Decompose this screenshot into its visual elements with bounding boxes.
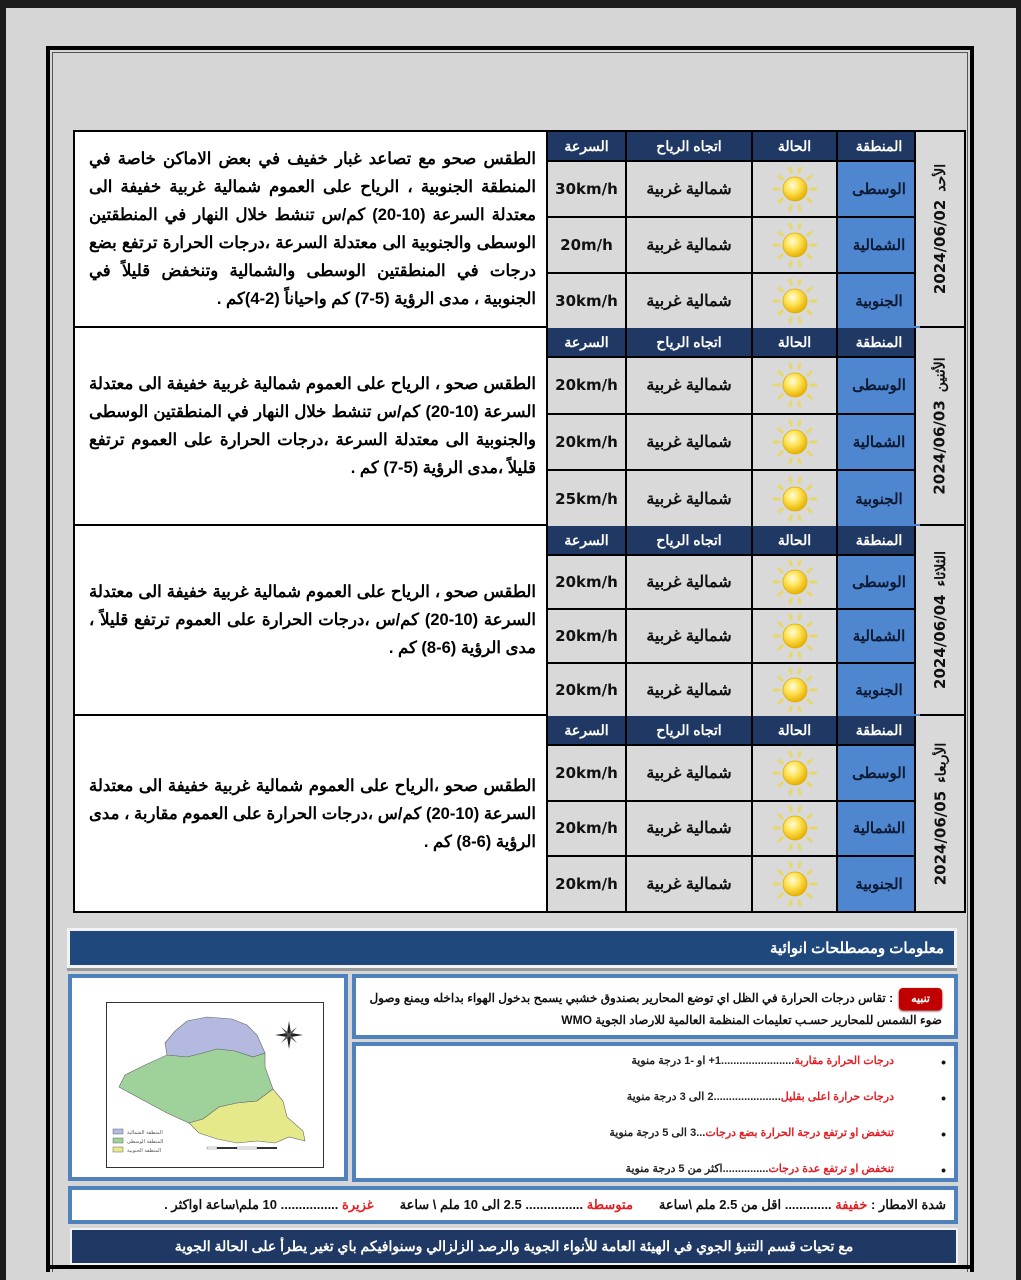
rain-moderate-value: ................ 2.5 الى 10 ملم \ ساعة [399,1197,584,1212]
weather-condition [753,802,836,856]
header-region: المنطقة [838,716,920,744]
wind-speed: 30km/h [548,274,625,328]
wind-speed: 20km/h [548,556,625,608]
day-description-text: الطقس صحو ،الرياح على العموم شمالية غربية خفيفة الى معتدلة السرعة (10-20) كم/س ،درجات الحرارة على العموم مقاربة ، مدى الرؤية (6-8) كم . [89,776,536,851]
day-grid [548,716,914,911]
weather-condition [753,857,836,911]
header-speed: السرعة [548,132,625,160]
wind-direction: شمالية غربية [627,162,751,216]
legend-swatch-south [113,1147,123,1152]
note-text: : تقاس درجات الحرارة في الظل اي توضع المحارير بصندوق خشبي يسمح بدخول الهواء بداخله ويمنع وصول ضوء الشمس للمحارير حسـب تعليمات المنظمة العالمية للارصاد الجوية WMO [369,991,942,1027]
wind-direction: شمالية غربية [627,274,751,328]
region-name: الجنوبية [838,664,920,716]
day-grid [548,526,914,714]
day-description-text: الطقس صحو ، الرياح على العموم شمالية غربية خفيفة الى معتدلة السرعة (10-20) كم/س تنشط خلال النهار في المنطقتين الوسطى والجنوبية الى معتدلة السرعة ،درجات الحرارة على العموم ترتفع قليلاً ،مدى الرؤية (5-7) كم . [89,375,536,477]
header-region: المنطقة [838,526,920,554]
sunny-icon [768,557,822,607]
sunny-icon [768,859,822,909]
wind-speed: 20km/h [548,415,625,470]
term-value: 1+ او -1 درجة منوية [631,1055,722,1067]
weather-condition [753,610,836,662]
term-label: درجات حرارة اعلى بقليل [780,1091,894,1103]
day-name: الأثنين [932,357,948,393]
region-name: الوسطى [838,358,920,413]
day-description [75,328,548,524]
region-name: الوسطى [838,746,920,800]
term-value: اكثر من 5 درجة منوية [625,1163,723,1175]
weather-condition [753,162,836,216]
rain-heavy: غزيرة [342,1197,374,1212]
wind-speed: 20km/h [548,664,625,716]
header-wind-direction: اتجاه الرياح [627,526,751,554]
rain-heavy-value: ................ 10 ملم\ساعة اواكثر . [164,1197,339,1212]
sunny-icon [768,164,822,214]
region-name: الوسطى [838,162,920,216]
region-name: الشمالية [838,802,920,856]
day-date-cell [914,526,964,714]
day-date-cell [914,328,964,524]
day-name: الأحد [932,163,948,192]
header-wind-direction: اتجاه الرياح [627,132,751,160]
warning-badge: تنبيه [899,988,942,1010]
day-date: 2024/06/02 [931,199,949,295]
day-name: الأربعاء [932,742,948,783]
header-speed: السرعة [548,328,625,356]
rain-moderate: متوسطة [586,1197,633,1212]
weather-condition [753,218,836,272]
map-legend [113,1129,163,1154]
wind-speed: 20km/h [548,746,625,800]
weather-condition [753,746,836,800]
page-frame-bottom [46,1265,974,1269]
day-grid [548,328,914,524]
term-item [631,1054,894,1067]
wind-speed: 20m/h [548,218,625,272]
term-dots: ... [696,1127,706,1139]
sunny-icon [768,417,822,467]
header-condition: الحالة [753,328,836,356]
legend-swatch-north [113,1129,123,1134]
weather-condition [753,664,836,716]
wind-speed: 20km/h [548,610,625,662]
wind-direction: شمالية غربية [627,471,751,526]
term-value: 3 الى 5 درجة منوية [609,1127,697,1139]
day-date: 2024/06/03 [931,400,949,495]
term-value: 2 الى 3 درجة منوية [626,1091,714,1103]
term-dots: ...................... [713,1091,781,1103]
sunny-icon [768,276,822,326]
header-condition: الحالة [753,526,836,554]
note-box [352,974,958,1039]
sunny-icon [768,748,822,798]
term-label: درجات الحرارة مقاربة [794,1055,894,1067]
wind-direction: شمالية غربية [627,556,751,608]
iraq-regions-map [106,1002,324,1168]
header-speed: السرعة [548,526,625,554]
sunny-icon [768,474,822,524]
wind-direction: شمالية غربية [627,664,751,716]
day-date-cell [914,132,964,326]
map-scale-bar [207,1147,277,1149]
term-label: تنخفض او ترتفع درجة الحرارة بضع درجات [705,1127,894,1139]
legend-label-central: المنطقة الوسطى [127,1139,164,1145]
term-item [626,1162,894,1175]
legend-label-north: المنطقة الشمالية [127,1130,163,1136]
header-region: المنطقة [838,132,920,160]
forecast-day [75,328,964,526]
day-date: 2024/06/05 [931,790,949,885]
forecast-day [75,716,964,911]
rain-light: خفيفة [835,1197,868,1212]
legend-label-south: المنطقة الجنوبية [127,1148,162,1154]
sunny-icon [768,803,822,853]
info-section-title: معلومات ومصطلحات انوائية [67,928,957,968]
region-name: الجنوبية [838,857,920,911]
rain-intensity-box [68,1186,958,1224]
wind-direction: شمالية غربية [627,857,751,911]
forecast-day [75,526,964,716]
term-dots: ............... [722,1163,769,1175]
legend-swatch-central [113,1138,123,1143]
forecast-day [75,132,964,328]
term-item [609,1126,894,1139]
day-grid [548,132,914,326]
header-condition: الحالة [753,132,836,160]
day-name: الثلاثاء [932,551,948,587]
day-date: 2024/06/04 [931,594,949,689]
region-name: الشمالية [838,610,920,662]
weather-condition [753,415,836,470]
term-label: تنخفض او ترتفع عدة درجات [768,1163,894,1175]
wind-direction: شمالية غربية [627,218,751,272]
forecast-table [73,130,966,913]
wind-direction: شمالية غربية [627,358,751,413]
wind-speed: 20km/h [548,358,625,413]
header-region: المنطقة [838,328,920,356]
region-name: الشمالية [838,218,920,272]
day-description [75,716,548,911]
wind-direction: شمالية غربية [627,746,751,800]
rain-label: شدة الامطار : [871,1197,946,1212]
wind-speed: 20km/h [548,802,625,856]
wind-speed: 20km/h [548,857,625,911]
region-name: الجنوبية [838,274,920,328]
sunny-icon [768,220,822,270]
day-date-cell [914,716,964,911]
day-description [75,526,548,714]
footer-greeting: مع تحيات قسم التنبؤ الجوي في الهيئة العامة للأنواء الجوية والرصد الزلزالي وسنوافيكم باي تغير يطرأ على الحالة الجوية [70,1228,958,1265]
rain-light-value: ............. اقل من 2.5 ملم \ساعة [658,1197,832,1212]
sunny-icon [768,611,822,661]
wind-direction: شمالية غربية [627,415,751,470]
day-description-text: الطقس صحو ، الرياح على العموم شمالية غربية خفيفة الى معتدلة السرعة (10-20) كم/س ،درجات الحرارة على العموم ترتفع قليلاً ، مدى الرؤية (6-8) كم . [89,583,536,657]
map-graphic [107,1003,323,1167]
wind-direction: شمالية غربية [627,610,751,662]
weather-condition [753,274,836,328]
term-dots: ........................ [721,1055,795,1067]
term-item [627,1090,894,1103]
weather-condition [753,471,836,526]
wind-speed: 30km/h [548,162,625,216]
region-name: الوسطى [838,556,920,608]
wind-direction: شمالية غربية [627,802,751,856]
weather-condition [753,358,836,413]
terms-box [352,1042,958,1182]
wind-speed: 25km/h [548,471,625,526]
weather-condition [753,556,836,608]
header-wind-direction: اتجاه الرياح [627,328,751,356]
region-name: الشمالية [838,415,920,470]
sunny-icon [768,360,822,410]
day-description-text: الطقس صحو مع تصاعد غبار خفيف في بعض الاماكن خاصة في المنطقة الجنوبية ، الرياح على العموم شمالية غربية خفيفة الى معتدلة السرعة (10-20) كم/س تنشط خلال النهار في المنطقتين الوسطى والجنوبية الى معتدلة السرعة ،درجات الحرارة ترتفع بضع درجات في المنطقتين الوسطى والشمالية وتنخفض قليلاً في الجنوبية ، مدى الرؤية (5-7) كم واحياناً (2-4)كم . [89,150,536,308]
compass-rose-icon [275,1021,303,1049]
day-description [75,132,548,326]
header-condition: الحالة [753,716,836,744]
header-speed: السرعة [548,716,625,744]
region-name: الجنوبية [838,471,920,526]
sunny-icon [768,665,822,715]
map-box [68,974,348,1181]
header-wind-direction: اتجاه الرياح [627,716,751,744]
